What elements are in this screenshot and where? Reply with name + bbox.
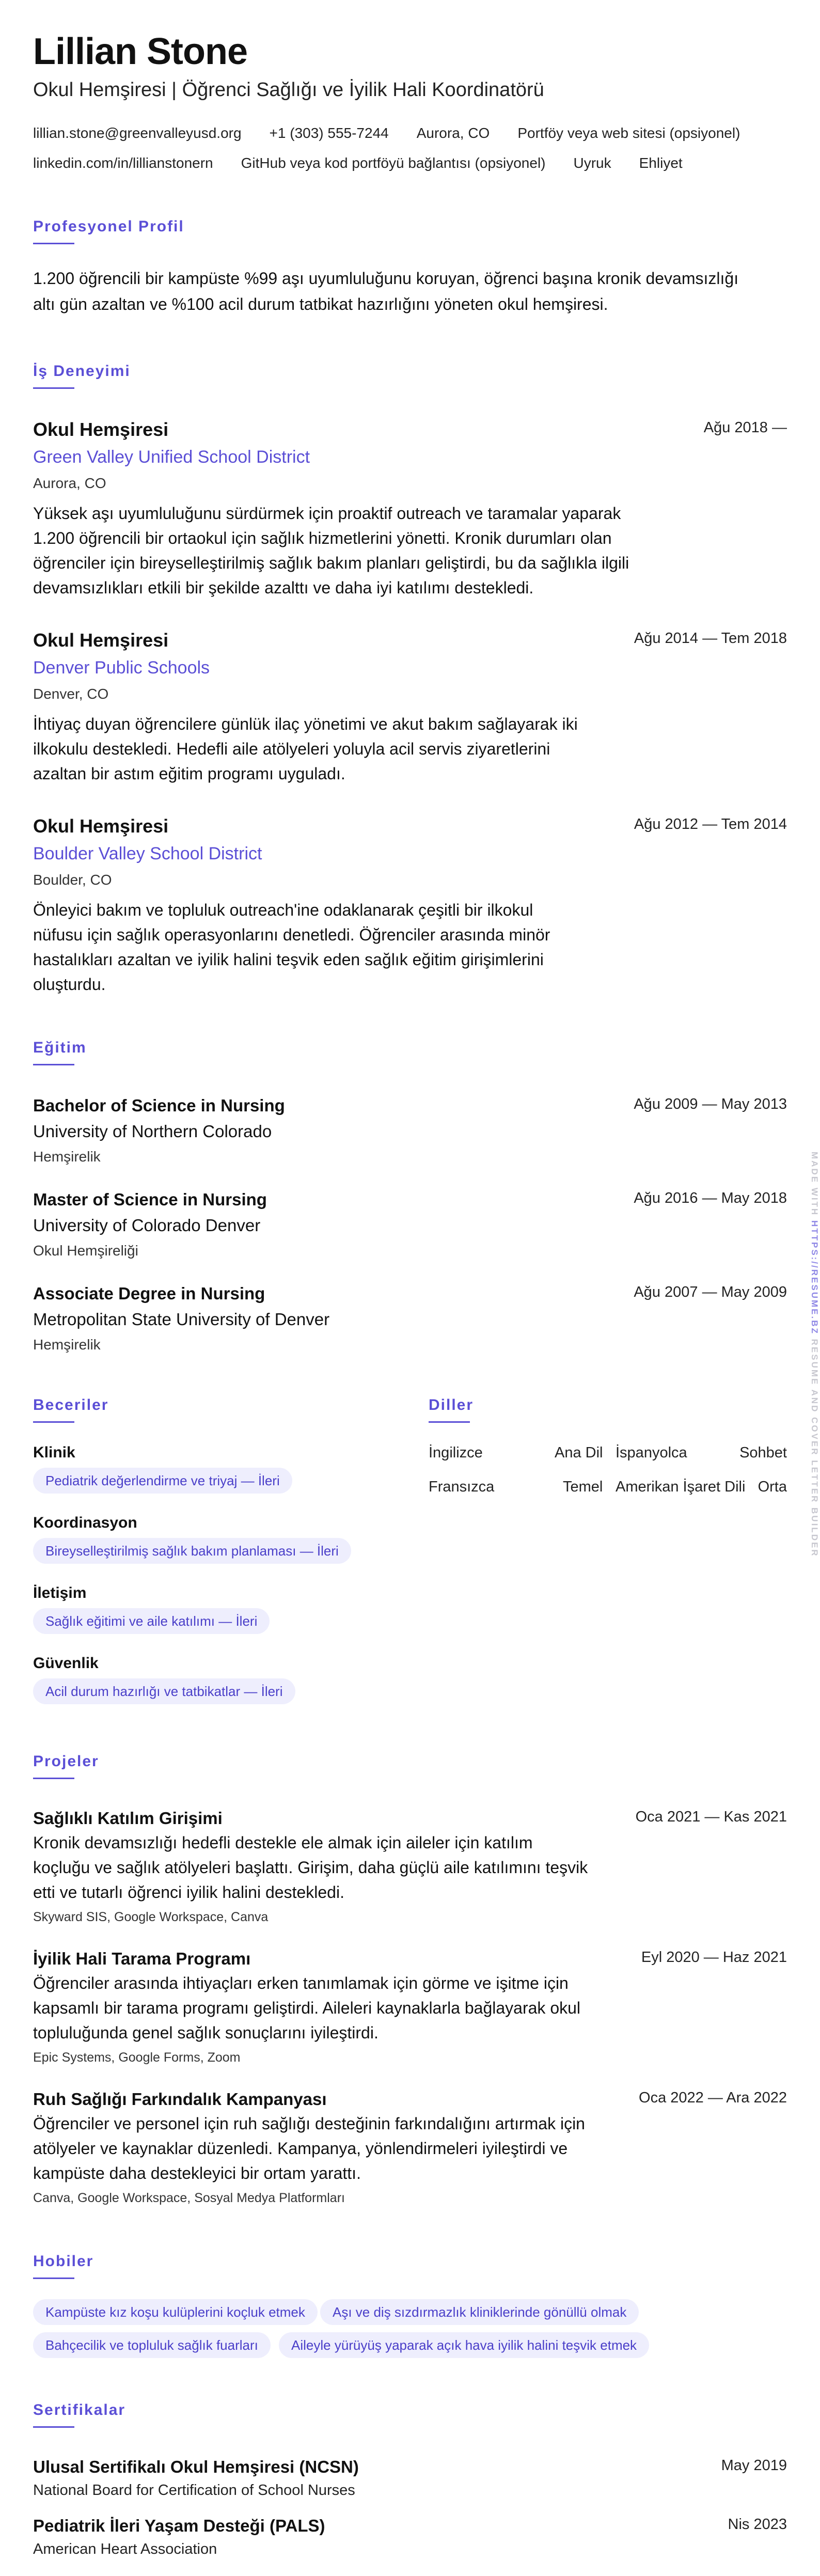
cert-name: Pediatrik İleri Yaşam Desteği (PALS) (33, 2516, 325, 2535)
skill-pill: Bireyselleştirilmiş sağlık bakım planlaması — İleri (33, 1538, 351, 1564)
section-underline (33, 2277, 74, 2279)
language-level: Temel (563, 1479, 603, 1495)
skill-category: Koordinasyon (33, 1514, 137, 1531)
project-date: Oca 2022 — Ara 2022 (639, 2090, 787, 2106)
section-underline (33, 243, 74, 244)
section-title-hobbies: Hobiler (33, 2253, 94, 2270)
job-description (33, 501, 673, 600)
job-title: Okul Hemşiresi (33, 815, 169, 837)
edu-degree: Master of Science in Nursing (33, 1190, 267, 1209)
project-desc-line: kampüste daha destekleyici bir ortam yarattı. (33, 2164, 361, 2182)
project-title: İyilik Hali Tarama Programı (33, 1949, 251, 1968)
job-company: Boulder Valley School District (33, 844, 262, 863)
section-title-education: Eğitim (33, 1039, 87, 1056)
candidate-name: Lillian Stone (33, 31, 248, 72)
project-desc-line: Kronik devamsızlığı hedefli destekle ele almak için aileler için katılım (33, 1833, 533, 1852)
project-date: Eyl 2020 — Haz 2021 (641, 1949, 787, 1966)
language-level: Ana Dil (555, 1444, 603, 1461)
section-title-experience: İş Deneyimi (33, 363, 131, 380)
edu-degree: Bachelor of Science in Nursing (33, 1096, 285, 1115)
watermark-text (809, 1152, 819, 1558)
section-title-profile: Profesyonel Profil (33, 218, 184, 235)
language-name: İspanyolca (616, 1444, 687, 1461)
job-description (33, 898, 673, 997)
project-desc-line: kapsamlı bir tarama programı geliştirdi. Aileleri kaynaklarla bağlayarak okul (33, 1999, 581, 2017)
candidate-headline: Okul Hemşiresi | Öğrenci Sağlığı ve İyilik Hali Koordinatörü (33, 79, 544, 101)
contact-website[interactable]: Portföy veya web sitesi (opsiyonel) (517, 125, 740, 141)
project-description (33, 1830, 653, 1905)
section-underline (33, 387, 74, 389)
section-title-skills: Beceriler (33, 1396, 109, 1413)
project-title: Sağlıklı Katılım Girişimi (33, 1809, 223, 1828)
language-name: Fransızca (429, 1479, 495, 1495)
cert-name: Ulusal Sertifikalı Okul Hemşiresi (NCSN) (33, 2457, 359, 2476)
project-tech: Epic Systems, Google Forms, Zoom (33, 2050, 241, 2065)
job-desc-line: Önleyici bakım ve topluluk outreach'ine odaklanarak çeşitli bir ilkokul (33, 901, 533, 919)
profile-line-2: altı gün azaltan ve %100 acil durum tatbikat hazırlığını yöneten okul hemşiresi. (33, 295, 608, 313)
contact-row-1 (33, 124, 768, 143)
edu-date: Ağu 2016 — May 2018 (634, 1190, 787, 1206)
edu-degree: Associate Degree in Nursing (33, 1284, 265, 1303)
watermark-prefix: MADE WITH (810, 1152, 819, 1217)
edu-field: Okul Hemşireliği (33, 1243, 138, 1259)
job-title: Okul Hemşiresi (33, 630, 169, 651)
job-desc-line: Yüksek aşı uyumluluğunu sürdürmek için proaktif outreach ve taramalar yaparak (33, 504, 621, 523)
project-desc-line: Öğrenciler ve personel için ruh sağlığı desteğinin farkındalığını artırmak için (33, 2114, 585, 2133)
hobby-pill: Aşı ve diş sızdırmazlık kliniklerinde gönüllü olmak (320, 2299, 639, 2325)
skill-category: İletişim (33, 1584, 87, 1601)
job-desc-line: nüfusu için sağlık operasyonlarını denetledi. Öğrenciler arasında minör (33, 925, 550, 944)
job-desc-line: oluşturdu. (33, 975, 106, 994)
job-desc-line: azaltan bir astım eğitim programı uyguladı. (33, 764, 345, 783)
job-desc-line: ilkokulu destekledi. Hedefli aile atölyeleri yoluyla acil servis ziyaretlerini (33, 740, 550, 758)
project-desc-line: etti ve tutarlı öğrenci iyilik halini destekledi. (33, 1883, 344, 1902)
section-title-certifications: Sertifikalar (33, 2401, 126, 2418)
skill-pill: Acil durum hazırlığı ve tatbikatlar — İleri (33, 1678, 295, 1704)
job-date: Ağu 2012 — Tem 2014 (634, 816, 787, 833)
skill-pill: Pediatrik değerlendirme ve triyaj — İleri (33, 1468, 292, 1494)
project-desc-line: koçluğu ve sağlık atölyeleri başlattı. Girişim, daha güçlü aile katılımını teşvik (33, 1858, 588, 1877)
edu-field: Hemşirelik (33, 1149, 101, 1165)
edu-date: Ağu 2009 — May 2013 (634, 1096, 787, 1112)
watermark-link[interactable]: HTTPS://RESUME.BZ (810, 1220, 819, 1335)
project-desc-line: topluluğunda genel sağlık sonuçlarını iyileştirdi. (33, 2023, 379, 2042)
project-tech: Canva, Google Workspace, Sosyal Medya Platformları (33, 2191, 345, 2205)
job-description (33, 712, 673, 786)
language-name: Amerikan İşaret Dili (616, 1479, 746, 1495)
edu-school: University of Colorado Denver (33, 1216, 261, 1235)
job-company: Green Valley Unified School District (33, 447, 310, 467)
skill-category: Güvenlik (33, 1655, 99, 1672)
section-underline (429, 1421, 470, 1423)
project-date: Oca 2021 — Kas 2021 (635, 1809, 787, 1825)
contact-linkedin[interactable]: linkedin.com/in/lillianstonern (33, 155, 213, 171)
section-title-languages: Diller (429, 1396, 474, 1413)
profile-line-1: 1.200 öğrencili bir kampüste %99 aşı uyumluluğunu koruyan, öğrenci başına kronik devamsızlığı (33, 269, 739, 288)
language-name: İngilizce (429, 1444, 483, 1461)
job-desc-line: 1.200 öğrencili bir ortaokul için sağlık hizmetlerini yönetti. Kronik durumları olan (33, 529, 612, 547)
contact-nationality: Uyruk (573, 155, 611, 171)
project-title: Ruh Sağlığı Farkındalık Kampanyası (33, 2090, 327, 2109)
job-date: Ağu 2014 — Tem 2018 (634, 630, 787, 647)
section-underline (33, 1064, 74, 1065)
watermark-suffix: RESUME AND COVER LETTER BUILDER (810, 1339, 819, 1558)
hobby-pill: Bahçecilik ve topluluk sağlık fuarları (33, 2332, 271, 2358)
project-desc-line: atölyeler ve kaynaklar düzenledi. Kampanya, yönlendirmeleri iyileştirdi ve (33, 2139, 568, 2158)
builder-watermark (808, 1152, 820, 1575)
job-location: Boulder, CO (33, 872, 112, 888)
project-desc-line: Öğrenciler arasında ihtiyaçları erken tanımlamak için görme ve işitme için (33, 1974, 569, 1992)
section-underline (33, 1778, 74, 1779)
contact-phone[interactable]: +1 (303) 555-7244 (269, 125, 389, 141)
job-desc-line: İhtiyaç duyan öğrencilere günlük ilaç yönetimi ve akut bakım sağlayarak iki (33, 715, 578, 733)
job-location: Aurora, CO (33, 475, 106, 491)
job-desc-line: öğrenciler için bireyselleştirilmiş sağlık bakım planları geliştirdi, bu da sağlıkla ilgili (33, 554, 629, 572)
skill-pill: Sağlık eğitimi ve aile katılımı — İleri (33, 1608, 270, 1634)
contact-email[interactable]: lillian.stone@greenvalleyusd.org (33, 125, 242, 141)
job-location: Denver, CO (33, 686, 109, 702)
language-level: Sohbet (739, 1444, 787, 1461)
project-tech: Skyward SIS, Google Workspace, Canva (33, 1910, 269, 1924)
project-description (33, 1971, 653, 2045)
job-desc-line: devamsızlıkları etkili bir şekilde azalttı ve daha iyi katılımı destekledi. (33, 578, 534, 597)
edu-date: Ağu 2007 — May 2009 (634, 1284, 787, 1300)
language-level: Orta (758, 1479, 787, 1495)
edu-school: Metropolitan State University of Denver (33, 1310, 330, 1329)
cert-org: National Board for Certification of School Nurses (33, 2482, 355, 2499)
skill-category: Klinik (33, 1444, 75, 1461)
section-underline (33, 1421, 74, 1423)
section-title-projects: Projeler (33, 1753, 99, 1770)
hobby-pill: Kampüste kız koşu kulüplerini koçluk etmek (33, 2299, 318, 2325)
edu-field: Hemşirelik (33, 1337, 101, 1353)
contact-location: Aurora, CO (416, 125, 490, 141)
project-description (33, 2111, 653, 2186)
job-desc-line: hastalıkları azaltan ve iyilik halini teşvik eden sağlık eğitim girişimlerini (33, 950, 544, 969)
cert-date: Nis 2023 (728, 2516, 787, 2533)
cert-date: May 2019 (721, 2457, 787, 2474)
contact-github[interactable]: GitHub veya kod portföyü bağlantısı (opsiyonel) (241, 155, 546, 171)
contact-license: Ehliyet (639, 155, 683, 171)
job-date: Ağu 2018 — (703, 419, 787, 436)
job-company: Denver Public Schools (33, 658, 210, 678)
section-underline (33, 2426, 74, 2428)
edu-school: University of Northern Colorado (33, 1122, 272, 1141)
job-title: Okul Hemşiresi (33, 419, 169, 440)
hobby-pill: Aileyle yürüyüş yaparak açık hava iyilik halini teşvik etmek (279, 2332, 649, 2358)
cert-org: American Heart Association (33, 2541, 217, 2557)
contact-row-2 (33, 154, 711, 172)
